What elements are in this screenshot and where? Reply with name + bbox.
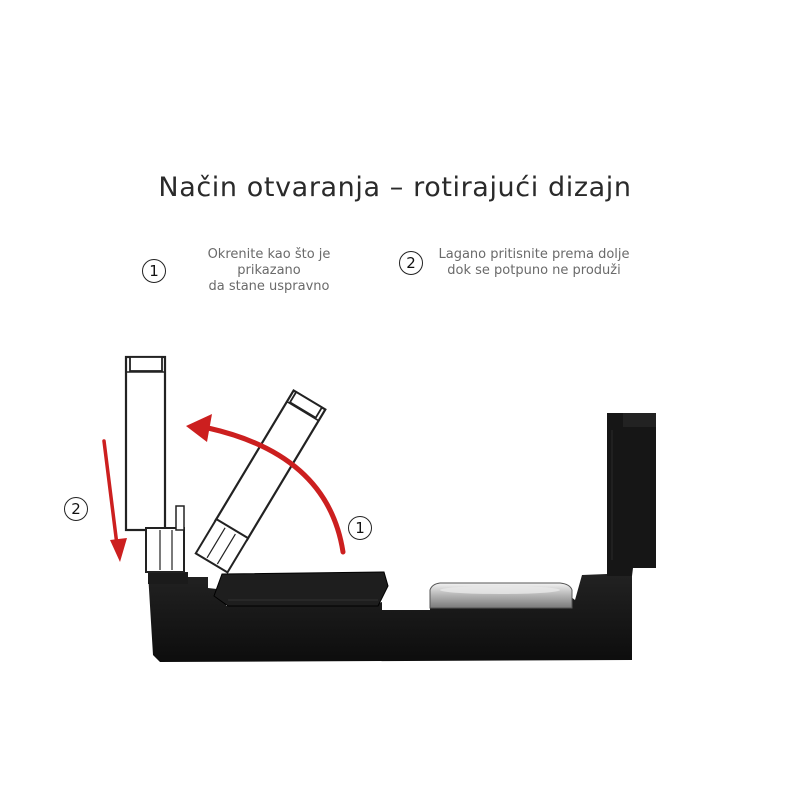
step-1-line-1: Okrenite kao što je prikazano (207, 247, 331, 278)
step-1-line-2: da stane uspravno (208, 279, 330, 294)
tilted-handle (196, 390, 326, 572)
press-down-arrow-icon (104, 441, 127, 562)
step-1-number: 1 (142, 259, 166, 283)
step-2-number: 2 (399, 251, 423, 275)
upright-handle (126, 357, 184, 572)
step-2-line-1: Lagano pritisnite prema dolje (438, 247, 630, 262)
press-step-label: 2 (64, 497, 88, 521)
step-2-line-2: dok se potpuno ne produži (447, 263, 621, 278)
rotate-step-label: 1 (348, 516, 372, 540)
page-title: Način otvaranja – rotirajući dizajn (158, 172, 632, 203)
